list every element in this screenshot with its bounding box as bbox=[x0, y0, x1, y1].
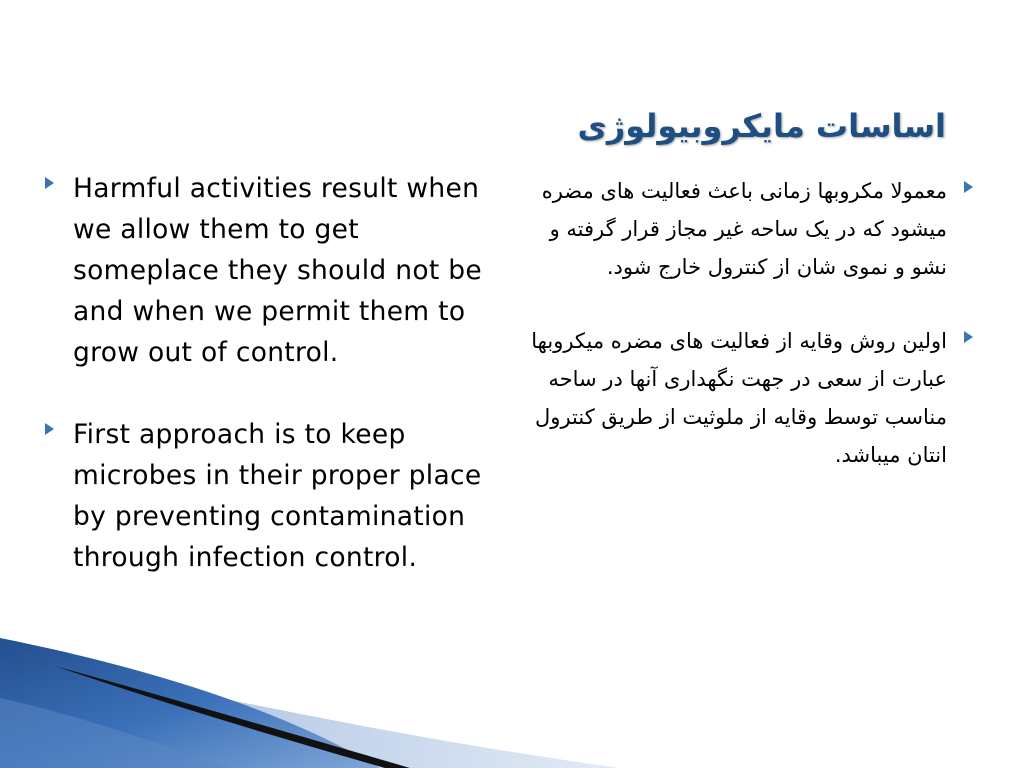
triangle-right-icon bbox=[964, 331, 973, 343]
english-bullet-item bbox=[44, 168, 490, 373]
slide-title: اساسات مایکروبیولوژی bbox=[577, 107, 946, 145]
corner-wave-decoration bbox=[0, 638, 620, 768]
triangle-right-icon bbox=[964, 181, 973, 193]
persian-bullet-item bbox=[515, 322, 977, 474]
english-bullet-item bbox=[44, 414, 490, 578]
triangle-right-icon bbox=[45, 423, 54, 435]
english-bullet-text: First approach is to keep microbes in their proper place by preventing contamination through infection control. bbox=[73, 419, 482, 573]
english-bullet-text: Harmful activities result when we allow them to get someplace they should not be and when we permit them to grow out of control. bbox=[73, 173, 483, 368]
persian-bullet-text: معمولا مکروبها زمانی باعث فعالیت های مضره میشود که در یک ساحه غیر مجاز قرار گرفته و نشو و نموی شان از کنترول خارج شود. bbox=[541, 179, 947, 279]
persian-bullet-text: اولین روش وقایه از فعالیت های مضره میکروبها عبارت از سعی در جهت نگهداری آنها در ساحه مناسب توسط وقایه از ملوثیت از طریق کنترول انتان میباشد. bbox=[531, 329, 947, 467]
persian-bullet-list bbox=[515, 172, 977, 510]
triangle-right-icon bbox=[45, 177, 54, 189]
persian-bullet-item bbox=[515, 172, 977, 286]
english-bullet-list bbox=[44, 168, 490, 619]
